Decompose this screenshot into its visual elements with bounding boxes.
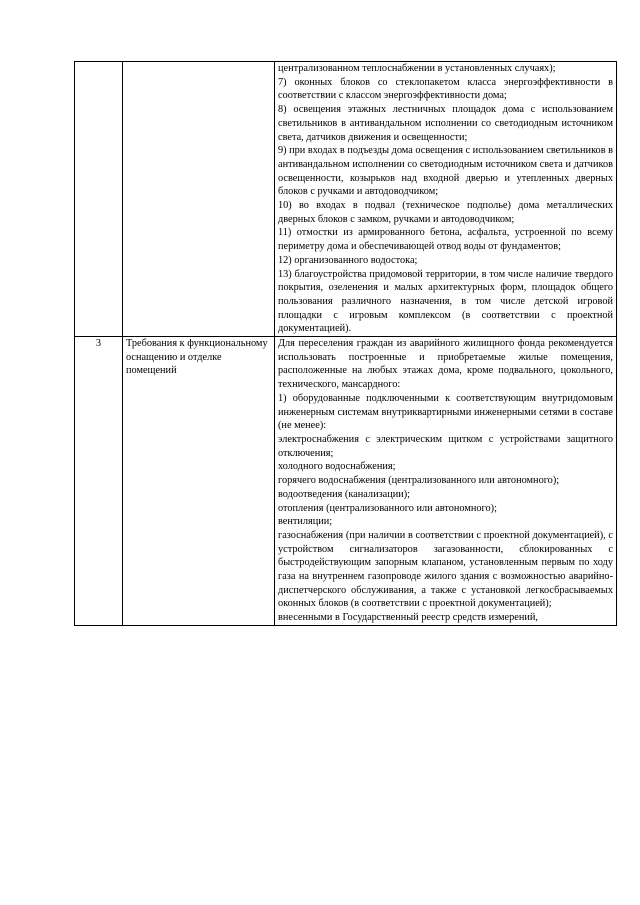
paragraph: 8) освещения этажных лестничных площадок дома с использованием светильников в антивандальном исполнении со светодиодным источником света, датчиков движения и освещенности; [278,104,613,143]
paragraph: газоснабжения (при наличии в соответствии с проектной документацией), с устройством сигнализаторов загазованности, сблокированных с быстродействующим запорным клапаном, установленным первым по ходу газа на внутреннем газопроводе жилого здания с возможностью аварийно-диспетчерского обслуживания, а также с установкой легкосбрасываемых оконных блоков (в соответствии с проектной документацией); [278,529,613,610]
requirements-table [74,61,617,626]
paragraph: электроснабжения с электрическим щитком с устройствами защитного отключения; [278,433,613,459]
paragraph: 13) благоустройства придомовой территории, в том числе наличие твердого покрытия, озеленения и малых архитектурных форм, площадок общего пользования различного назначения, в том числе детской игровой площадки с игровым комплексом (в соответствии с проектной документацией). [278,268,613,335]
row-number-cell [75,62,123,337]
paragraph: холодного водоснабжения; [278,461,396,473]
table-row [75,62,617,337]
paragraph: 11) отмостки из армированного бетона, асфальта, устроенной по всему периметру дома и обеспечивающей отвод воды от фундаментов; [278,227,613,253]
requirement-description-cell [275,337,617,626]
paragraph: 7) оконных блоков со стеклопакетом класса энергоэффективности в соответствии с классом энергоэффективности дома; [278,76,613,102]
paragraph: Для переселения граждан из аварийного жилищного фонда рекомендуется использовать построенные и приобретаемые жилые помещения, расположенные на любых этажах дома, кроме подвального, цокольного, технического, мансардного: [278,338,613,391]
paragraph: внесенными в Государственный реестр средств измерений, [278,612,538,624]
paragraph: централизованном теплоснабжении в установленных случаях); [278,63,556,74]
requirement-name-cell: Требования к функциональному оснащению и отделке помещений [123,337,275,626]
paragraph: водоотведения (канализации); [278,488,411,500]
paragraph: 9) при входах в подъезды дома освещения с использованием светильников в антивандальном исполнении со светодиодным источником света и датчиков освещенности, козырьков над входной дверью и утепленных дверных блоков с ручками и автодоводчиком; [278,145,613,198]
paragraph: горячего водоснабжения (централизованного или автономного); [278,475,560,487]
paragraph: 1) оборудованные подключенными к соответствующим внутридомовым инженерным системам внутриквартирными инженерными сетями в составе (не менее): [278,392,613,432]
requirement-name-cell [123,62,275,337]
paragraph: вентиляции; [278,516,333,528]
table-row [75,337,617,626]
requirement-description-cell [275,62,617,337]
paragraph: 10) во входах в подвал (техническое подполье) дома металлических дверных блоков с замком, ручками и автодоводчиком; [278,200,613,225]
paragraph: 12) организованного водостока; [278,254,418,266]
row-number-cell: 3 [75,337,123,626]
paragraph: отопления (централизованного или автономного); [278,502,497,514]
